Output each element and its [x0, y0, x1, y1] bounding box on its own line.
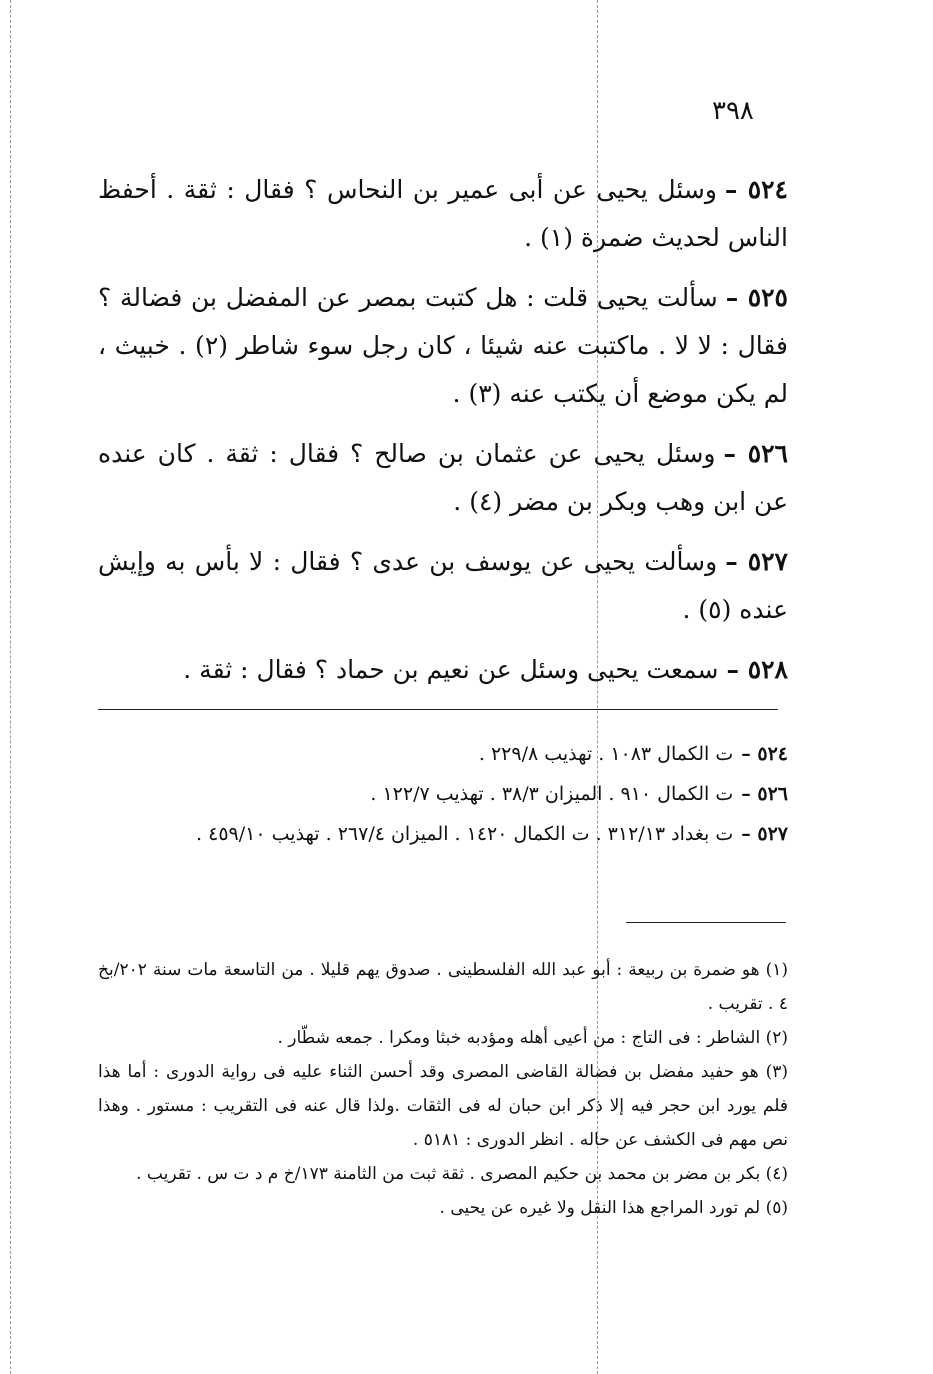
entry-526: [98, 430, 788, 526]
entry-number: ٥٢٧ –: [725, 547, 788, 576]
reference-number: ٥٢٧ –: [741, 823, 788, 845]
reference-number: ٥٢٤ –: [741, 743, 788, 765]
reference-text: ت الكمال ١٠٨٣ . تهذيب ٢٢٩/٨ .: [478, 743, 734, 765]
entry-525: [98, 274, 788, 418]
entry-text: وسئل يحيى عن أبى عمير بن النحاس ؟ فقال : ثقة . أحفظ الناس لحديث ضمرة (١) .: [98, 175, 788, 252]
footnote-4: (٤) بكر بن مضر بن محمد بن حكيم المصرى . ثقة ثبت من الثامنة ١٧٣/خ م د ت س . تقريب .: [136, 1164, 788, 1184]
footnote-5: (٥) لم تورد المراجع هذا النقل ولا غيره عن يحيى .: [439, 1198, 788, 1218]
footnotes-separator: [626, 922, 786, 923]
footnote-1: (١) هو ضمرة بن ربيعة : أبو عبد الله الفلسطينى . صدوق يهم قليلا . من التاسعة مات سنة ٢٠٢/بخ ٤ . تقريب .: [98, 960, 788, 1014]
entry-528: [98, 646, 788, 694]
entry-text: سمعت يحيى وسئل عن نعيم بن حماد ؟ فقال : ثقة .: [183, 655, 719, 684]
reference-number: ٥٢٦ –: [741, 783, 788, 805]
entry-number: ٥٢٤ –: [724, 175, 788, 204]
scan-margin-line: [10, 0, 11, 1374]
entry-number: ٥٢٥ –: [725, 283, 788, 312]
entry-524: [98, 166, 788, 262]
entry-text: وسألت يحيى عن يوسف بن عدى ؟ فقال : لا بأس به وإيش عنده (٥) .: [98, 547, 788, 624]
reference-524: [98, 734, 788, 774]
footnote-3: (٣) هو حفيد مفضل بن فضالة القاضى المصرى وقد أحسن الثناء عليه فى رواية الدورى : أما هذا فلم يورد ابن حجر فيه إلا ذكر ابن حبان له فى الثقات .ولذا قال عنه فى التقريب : مستور . وهذا نص مهم فى الكشف عن حاله . انظر الدورى : ٥١٨١ .: [98, 1062, 788, 1150]
entry-text: وسئل يحيى عن عثمان بن صالح ؟ فقال : ثقة . كان عنده عن ابن وهب وبكر بن مضر (٤) .: [98, 439, 788, 516]
entry-527: [98, 538, 788, 634]
entry-number: ٥٢٦ –: [723, 439, 788, 468]
reference-527: [98, 814, 788, 854]
footnotes: [98, 953, 788, 1225]
entry-number: ٥٢٨ –: [726, 655, 788, 684]
reference-text: ت بغداد ٣١٢/١٣ . ت الكمال ١٤٢٠ . الميزان ٢٦٧/٤ . تهذيب ٤٥٩/١٠ .: [196, 823, 734, 845]
main-text: [98, 166, 788, 694]
reference-text: ت الكمال ٩١٠ . الميزان ٣٨/٣ . تهذيب ١٢٢/٧ .: [370, 783, 734, 805]
reference-526: [98, 774, 788, 814]
page-number: ٣٩٨: [712, 96, 754, 126]
footnote-2: (٢) الشاطر : فى التاج : من أعيى أهله ومؤدبه خبثا ومكرا . جمعه شطّار .: [277, 1028, 788, 1048]
references: [98, 734, 788, 854]
entry-text: سألت يحيى قلت : هل كتبت بمصر عن المفضل بن فضالة ؟ فقال : لا لا . ماكتبت عنه شيئا ، كان رجل سوء شاطر (٢) . خبيث ، لم يكن موضع أن يكتب عنه (٣) .: [98, 283, 789, 408]
references-separator: [98, 709, 778, 710]
